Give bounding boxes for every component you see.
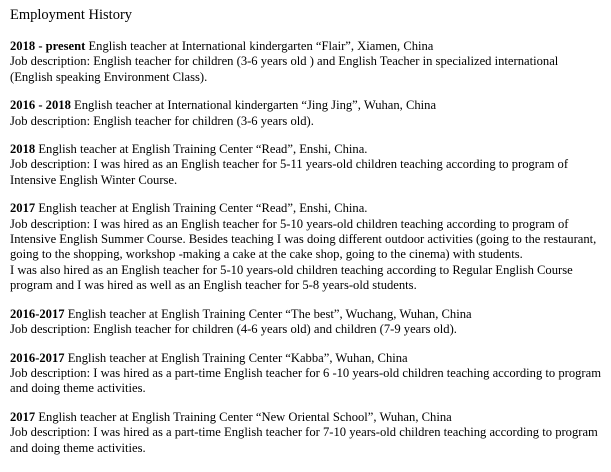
entry-description-continued: I was also hired as an English teacher for 5-10 years-old children teaching according to Regular English Course program and I was hired as well as an English teacher for 5-8 years-old students. (10, 262, 573, 293)
entry-description: Job description: English teacher for children (3-6 years old ) and English Teacher in specialized international (English speaking Environment Class). (10, 54, 559, 84)
page-title: Employment History (10, 7, 133, 23)
entry-position: English teacher at English Training Center “The best”, Wuchang, Wuhan, China (64, 306, 472, 321)
entry-period: 2016 - 2018 (10, 98, 71, 113)
entry-period: 2018 - present (10, 39, 86, 53)
entry-header (10, 142, 601, 157)
entry-description: Job description: I was hired as a part-time English teacher for 7-10 years-old children teaching according to program and doing theme activities. (10, 425, 598, 455)
entry-period: 2017 (10, 201, 36, 216)
entry-period: 2017 (10, 409, 36, 424)
entry-position: English teacher at International kindergarten “Flair”, Xiamen, China (85, 39, 434, 53)
entry-header (10, 201, 601, 216)
entry-period: 2016-2017 (10, 306, 65, 321)
entry-header (10, 410, 601, 425)
entry-position: English teacher at English Training Center “New Oriental School”, Wuhan, China (35, 409, 452, 424)
employment-entry (10, 410, 601, 456)
employment-entry (10, 98, 601, 129)
entry-position: English teacher at International kindergarten “Jing Jing”, Wuhan, China (70, 98, 437, 113)
entry-description: Job description: I was hired as an English teacher for 5-11 years-old children teaching according to program of Intensive English Winter Course. (10, 157, 569, 187)
entry-position: English teacher at English Training Center “Kabba”, Wuhan, China (64, 350, 408, 365)
employment-entry (10, 39, 601, 85)
entry-period: 2016-2017 (10, 350, 65, 365)
employment-entry (10, 351, 601, 397)
entry-description: Job description: English teacher for children (3-6 years old). (10, 113, 314, 128)
employment-entry (10, 307, 601, 338)
entry-position: English teacher at English Training Center “Read”, Enshi, China. (35, 142, 368, 157)
employment-entry (10, 142, 601, 188)
entry-header (10, 98, 601, 113)
entry-header (10, 351, 601, 366)
entry-description: Job description: English teacher for children (4-6 years old) and children (7-9 years old). (10, 322, 457, 337)
entry-period: 2018 (10, 142, 36, 157)
employment-entry (10, 201, 601, 293)
entry-position: English teacher at English Training Center “Read”, Enshi, China. (35, 201, 368, 216)
entry-header (10, 39, 601, 54)
entry-description: Job description: I was hired as an English teacher for 5-10 years-old children teaching according to program of Intensive English Summer Course. Besides teaching I was doing different outdoor activities (going to the restaurant, going to the shopping, workshop -making a cake at the cake shop, going to the cinema) with students. (10, 216, 597, 262)
entry-description: Job description: I was hired as a part-time English teacher for 6 -10 years-old children teaching according to program and doing theme activities. (10, 365, 602, 396)
entry-header (10, 307, 601, 322)
